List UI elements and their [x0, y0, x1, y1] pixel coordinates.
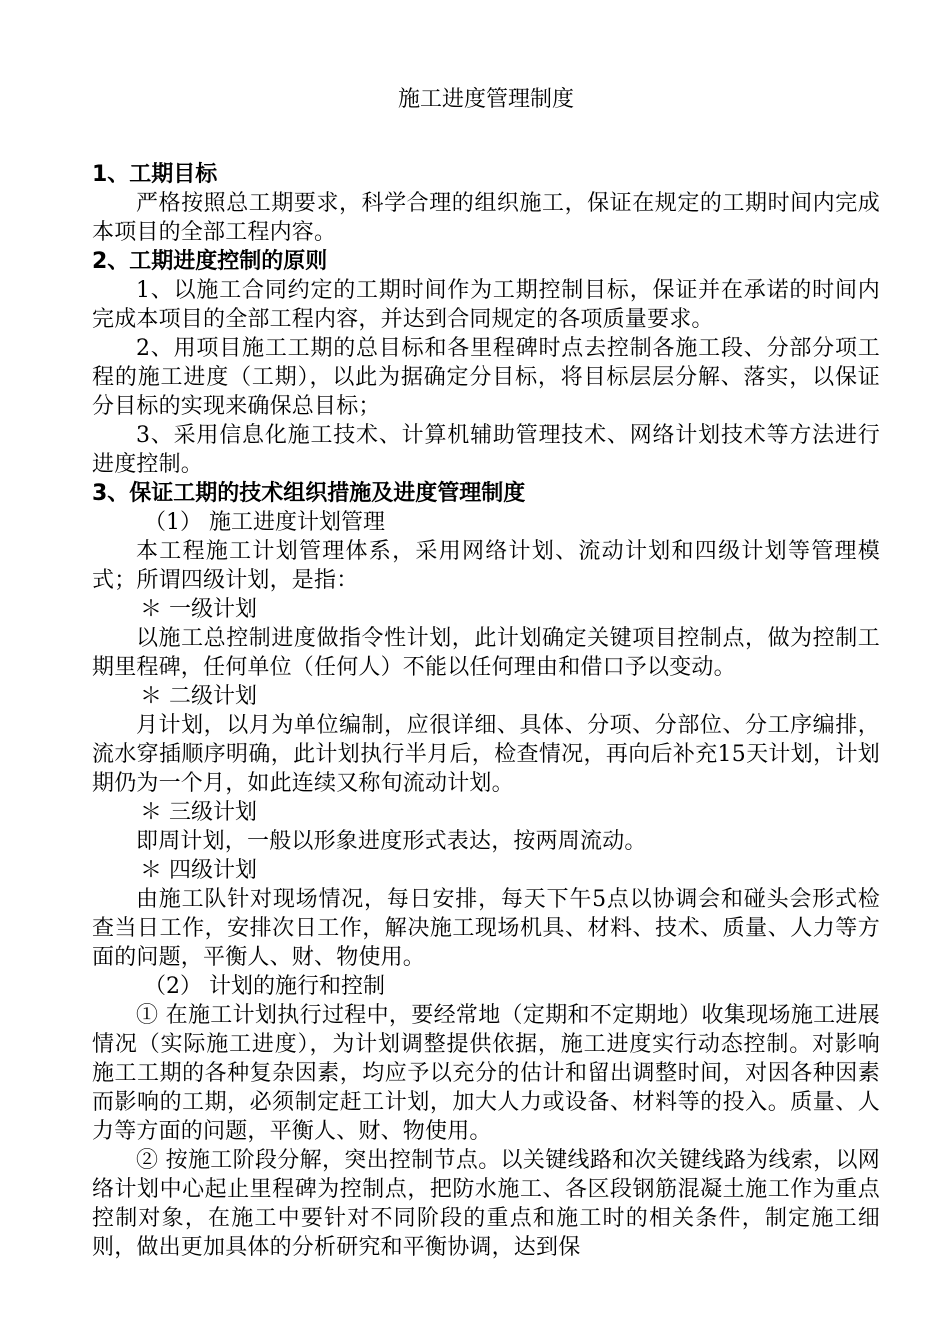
paragraph: 月计划，以月为单位编制，应很详细、具体、分项、分部位、分工序编排，流水穿插顺序明确，此计划执行半月后，检查情况，再向后补充15天计划，计划期仍为一个月，如此连续又称旬流动计划。: [92, 713, 880, 796]
plan-level-label: ＊ 四级计划: [140, 858, 257, 883]
plan-level-label: ＊ 二级计划: [140, 684, 257, 709]
subsection-heading: （2） 计划的施行和控制: [144, 974, 385, 999]
page-title: 施工进度管理制度: [397, 87, 574, 112]
paragraph: 由施工队针对现场情况，每日安排，每天下午5点以协调会和碰头会形式检查当日工作，安排次日工作，解决施工现场机具、材料、技术、质量、人力等方面的问题，平衡人、财、物使用。: [92, 887, 880, 970]
paragraph: 2、用项目施工工期的总目标和各里程碑时点去控制各施工段、分部分项工程的施工进度（工期），以此为据确定分目标，将目标层层分解、落实，以保证分目标的实现来确保总目标；: [92, 336, 880, 419]
section-heading-1: 1、工期目标: [92, 162, 218, 187]
section-heading-2: 2、工期进度控制的原则: [92, 249, 328, 274]
paragraph: 本工程施工计划管理体系，采用网络计划、流动计划和四级计划等管理模式；所谓四级计划，是指：: [92, 539, 880, 593]
paragraph: ① 在施工计划执行过程中，要经常地（定期和不定期地）收集现场施工进展情况（实际施工进度），为计划调整提供依据，施工进度实行动态控制。对影响施工工期的各种复杂因素，均应予以充分的估计和留出调整时间，对因各种因素而影响的工期，必须制定赶工计划，加大人力或设备、材料等的投入。质量、人力等方面的问题，平衡人、财、物使用。: [92, 1003, 880, 1144]
section-heading-3: 3、保证工期的技术组织措施及进度管理制度: [92, 481, 526, 506]
paragraph: 严格按照总工期要求，科学合理的组织施工，保证在规定的工期时间内完成本项目的全部工程内容。: [92, 191, 880, 245]
plan-level-label: ＊ 一级计划: [140, 597, 257, 622]
paragraph: 以施工总控制进度做指令性计划，此计划确定关键项目控制点，做为控制工期里程碑，任何单位（任何人）不能以任何理由和借口予以变动。: [92, 626, 880, 680]
plan-level-label: ＊ 三级计划: [140, 800, 257, 825]
paragraph: 即周计划，一般以形象进度形式表达，按两周流动。: [136, 829, 647, 854]
subsection-heading: （1） 施工进度计划管理: [144, 510, 385, 535]
document-page: [92, 80, 880, 1262]
paragraph: 1、以施工合同约定的工期时间作为工期控制目标，保证并在承诺的时间内完成本项目的全部工程内容，并达到合同规定的各项质量要求。: [92, 278, 880, 332]
paragraph: ② 按施工阶段分解，突出控制节点。以关键线路和次关键线路为线索，以网络计划中心起止里程碑为控制点，把防水施工、各区段钢筋混凝土施工作为重点控制对象，在施工中要针对不同阶段的重点和施工时的相关条件，制定施工细则，做出更加具体的分析研究和平衡协调，达到保: [92, 1148, 880, 1260]
paragraph: 3、采用信息化施工技术、计算机辅助管理技术、网络计划技术等方法进行进度控制。: [92, 423, 880, 477]
